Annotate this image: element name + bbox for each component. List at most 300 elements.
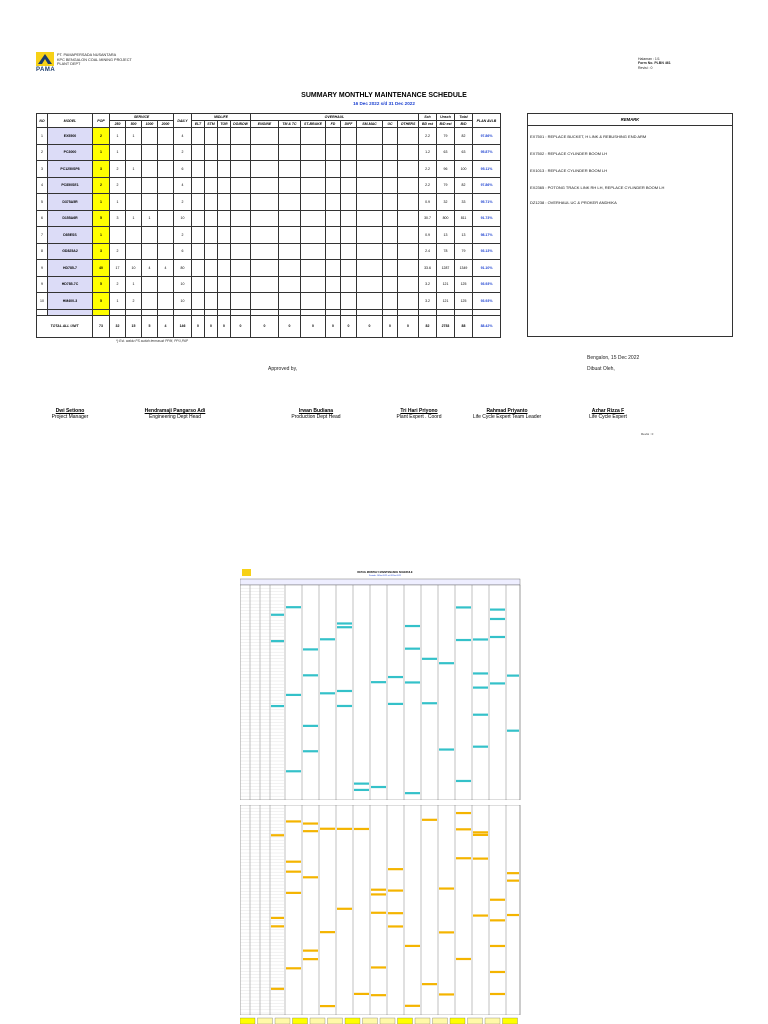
cell-empty (398, 144, 419, 161)
mini-schedule-title: DETAIL MONTHLY MAINTENANCE SCHEDULE (357, 571, 413, 574)
cell-empty (383, 177, 398, 194)
cell-no: 9 (37, 260, 48, 277)
remark-item: EX7501 : REPLACE BUCKET, H LINK & REBUSHING END ARM (530, 134, 647, 139)
schedule-bar (490, 682, 505, 684)
cell-empty (301, 243, 326, 260)
total-zero: 0 (326, 315, 341, 337)
table-row (37, 194, 501, 211)
schedule-bar (303, 830, 318, 832)
schedule-bar (337, 626, 352, 628)
cell-empty (231, 227, 251, 244)
cell-empty (326, 144, 341, 161)
col-no: NO (37, 114, 48, 128)
table-row (37, 293, 501, 310)
cell-no: 9 (37, 276, 48, 293)
cell-empty (357, 293, 383, 310)
schedule-bar (507, 880, 519, 882)
cell-empty (251, 227, 279, 244)
cell-empty (192, 276, 205, 293)
cell-empty (326, 161, 341, 178)
cell-empty (341, 128, 357, 145)
signatory-name: Hendramaji Pangarso Adi (144, 408, 206, 414)
cell-daily: 10 (174, 276, 192, 293)
table-row (37, 260, 501, 277)
total-zero: 0 (301, 315, 326, 337)
cell-empty (192, 227, 205, 244)
schedule-bar (271, 917, 284, 919)
schedule-bar (303, 876, 318, 878)
table-row (37, 276, 501, 293)
schedule-bar (371, 994, 386, 996)
cell-total: 63 (455, 144, 473, 161)
cell-s250: 2 (110, 177, 126, 194)
cell-s500 (126, 227, 142, 244)
cell-plan: 97.86% (473, 128, 501, 145)
cell-plan: 97.86% (473, 177, 501, 194)
company-block (57, 53, 132, 67)
table-row (37, 144, 501, 161)
cell-empty (218, 194, 231, 211)
cell-empty (192, 161, 205, 178)
schedule-bar (473, 914, 488, 916)
schedule-bar (303, 950, 318, 952)
cell-empty (341, 161, 357, 178)
cell-plan: 93.93% (473, 293, 501, 310)
schedule-bar (303, 750, 318, 752)
schedule-bar (490, 899, 505, 901)
cell-empty (251, 194, 279, 211)
cell-empty (301, 276, 326, 293)
cell-pop: 40 (93, 260, 110, 277)
cell-unsch: 1287 (437, 260, 455, 277)
cell-pop: 5 (93, 293, 110, 310)
cell-sch: 0.9 (419, 227, 437, 244)
schedule-bar (286, 694, 301, 696)
cell-s500 (126, 194, 142, 211)
cell-no: 10 (37, 293, 48, 310)
total-zero: 0 (357, 315, 383, 337)
cell-total: 1349 (455, 260, 473, 277)
cell-s250: 1 (110, 128, 126, 145)
cell-empty (205, 144, 218, 161)
cell-daily: 4 (174, 177, 192, 194)
table-row (37, 243, 501, 260)
cell-sch: 0.9 (419, 194, 437, 211)
cell-empty (326, 128, 341, 145)
cell-no: 3 (37, 161, 48, 178)
cell-empty (231, 161, 251, 178)
schedule-bar (371, 681, 386, 683)
total-unsch: 2753 (437, 315, 455, 337)
cell-model: PC850SE1 (48, 177, 93, 194)
schedule-bar (490, 636, 505, 638)
schedule-bar (286, 892, 301, 894)
cell-s500: 1 (126, 161, 142, 178)
cell-s2000 (158, 144, 174, 161)
cell-empty (398, 243, 419, 260)
schedule-bar (473, 686, 488, 688)
mini-logo-icon (242, 569, 251, 576)
cell-no: 4 (37, 177, 48, 194)
cell-empty (279, 144, 301, 161)
cell-s2000 (158, 243, 174, 260)
cell-daily: 2 (174, 227, 192, 244)
table-row (37, 177, 501, 194)
sub-1000: 1000 (142, 121, 158, 128)
cell-unsch: 79 (437, 128, 455, 145)
schedule-bar (303, 674, 318, 676)
cell-pop: 5 (93, 210, 110, 227)
cell-model: EX5500 (48, 128, 93, 145)
schedule-bar (490, 608, 505, 610)
cell-empty (218, 161, 231, 178)
footer-cell (345, 1018, 360, 1024)
cell-empty (231, 128, 251, 145)
cell-pop: 5 (93, 276, 110, 293)
cell-empty (205, 293, 218, 310)
cell-empty (341, 276, 357, 293)
cell-empty (205, 194, 218, 211)
cell-model: GD825A2 (48, 243, 93, 260)
cell-empty (383, 210, 398, 227)
cell-empty (218, 260, 231, 277)
cell-daily: 4 (174, 128, 192, 145)
table-row (37, 227, 501, 244)
cell-s250: 3 (110, 210, 126, 227)
cell-sch: 2.2 (419, 177, 437, 194)
sub-stm: STM (205, 121, 218, 128)
schedule-bar (271, 988, 284, 990)
schedule-bar (337, 622, 352, 624)
schedule-bar (439, 662, 454, 664)
footer-cell (503, 1018, 518, 1024)
schedule-bar (286, 967, 301, 969)
total-daily: 146 (174, 315, 192, 337)
cell-empty (251, 243, 279, 260)
cell-plan: 98.17% (473, 227, 501, 244)
sub-uc: UC (383, 121, 398, 128)
cell-s2000 (158, 210, 174, 227)
footer-cell (275, 1018, 290, 1024)
cell-daily: 2 (174, 194, 192, 211)
cell-empty (251, 144, 279, 161)
schedule-bar (422, 658, 437, 660)
cell-empty (218, 293, 231, 310)
schedule-bar (473, 638, 488, 640)
schedule-bar (473, 857, 488, 859)
schedule-bar (439, 931, 454, 933)
schedule-bar (490, 945, 505, 947)
schedule-bar (456, 639, 471, 641)
signatory (120, 408, 230, 420)
col-pop: POP (93, 114, 110, 128)
cell-empty (398, 276, 419, 293)
signatory-name: Azhar Rizza F (591, 408, 625, 414)
schedule-bar (271, 925, 284, 927)
doc-meta (638, 57, 671, 70)
total-sch: 82 (419, 315, 437, 337)
schedule-bar (371, 966, 386, 968)
cell-unsch: 800 (437, 210, 455, 227)
schedule-bar (507, 675, 519, 677)
cell-total: 33 (455, 194, 473, 211)
cell-total: 125 (455, 293, 473, 310)
doc-meta-line: Halaman : 1/1 (638, 57, 660, 61)
cell-s2000 (158, 293, 174, 310)
cell-empty (383, 260, 398, 277)
cell-empty (301, 177, 326, 194)
cell-daily: 80 (174, 260, 192, 277)
cell-empty (231, 293, 251, 310)
footer-cell (450, 1018, 465, 1024)
schedule-bar (473, 746, 488, 748)
cell-sch: 30.7 (419, 210, 437, 227)
sub-elt: ELT (192, 121, 205, 128)
schedule-bar (337, 828, 352, 830)
remark-item: EX1013 : REPLACE CYLINDER BOOM LH (530, 168, 608, 173)
logo-text: PAMA (36, 67, 56, 73)
cell-empty (218, 276, 231, 293)
schedule-bar (422, 983, 437, 985)
sub-smmac: SM-MAC (357, 121, 383, 128)
cell-empty (251, 161, 279, 178)
cell-no: 8 (37, 243, 48, 260)
cell-empty (301, 144, 326, 161)
cell-s250: 2 (110, 161, 126, 178)
signatory-role: Life Cycle Expert (589, 414, 627, 420)
cell-s500 (126, 177, 142, 194)
cell-empty (383, 194, 398, 211)
schedule-bar (456, 958, 471, 960)
schedule-bar (507, 914, 519, 916)
cell-empty (357, 227, 383, 244)
cell-plan: 91.73% (473, 210, 501, 227)
signatory-name: Dwi Setiono (55, 408, 85, 414)
cell-empty (398, 293, 419, 310)
schedule-bar (405, 681, 420, 683)
cell-model: HM400-3 (48, 293, 93, 310)
cell-s250 (110, 227, 126, 244)
cell-s500: 1 (126, 276, 142, 293)
cell-empty (192, 260, 205, 277)
schedule-bar (371, 912, 386, 914)
footer-cell (258, 1018, 273, 1024)
cell-pop: 1 (93, 194, 110, 211)
cell-s1000: 1 (142, 210, 158, 227)
cell-daily: 10 (174, 210, 192, 227)
sub-500: 500 (126, 121, 142, 128)
cell-empty (326, 243, 341, 260)
cell-no: 5 (37, 194, 48, 211)
cell-empty (218, 144, 231, 161)
remark-box (527, 113, 733, 337)
sub-tmtc: TM & TC (279, 121, 301, 128)
col-service: SERVICE (110, 114, 174, 121)
cell-empty (398, 161, 419, 178)
total-row (37, 315, 501, 337)
cell-model: PC3000 (48, 144, 93, 161)
schedule-bar (320, 828, 335, 830)
dibuat-oleh: Dibuat Oleh, (587, 366, 615, 372)
schedule-bar (422, 702, 437, 704)
schedule-bar (490, 971, 505, 973)
cell-s1000 (142, 161, 158, 178)
cell-empty (251, 276, 279, 293)
cell-model: HD785-7 (48, 260, 93, 277)
cell-s500: 2 (126, 293, 142, 310)
doc-meta-line: Form No. PLBN 461 (638, 61, 671, 66)
footer-cell (415, 1018, 430, 1024)
cell-sch: 3.2 (419, 293, 437, 310)
cell-s2000: 4 (158, 260, 174, 277)
cell-pop: 3 (93, 243, 110, 260)
mini-schedule-subtitle: Periode: 16Dec2022 s/d 31Dec2022 (368, 575, 402, 577)
cell-empty (326, 227, 341, 244)
cell-plan: 95.71% (473, 194, 501, 211)
total-zero: 0 (205, 315, 218, 337)
cell-empty (301, 293, 326, 310)
cell-no: 6 (37, 210, 48, 227)
footer-cell (468, 1018, 483, 1024)
cell-empty (205, 227, 218, 244)
cell-daily: 2 (174, 144, 192, 161)
cell-unsch: 121 (437, 276, 455, 293)
schedule-bar (271, 834, 284, 836)
company-line: PLANT DEPT (57, 62, 81, 67)
schedule-bar (388, 703, 403, 705)
cell-empty (398, 227, 419, 244)
cell-empty (357, 276, 383, 293)
sub-total-bd: B/D (455, 121, 473, 128)
cell-s250: 2 (110, 276, 126, 293)
cell-empty (205, 128, 218, 145)
signatory (452, 408, 562, 420)
cell-s2000 (158, 128, 174, 145)
cell-empty (205, 210, 218, 227)
remark-item: EX7502 : REPLACE CYLINDER BOOM LH (530, 151, 608, 156)
cell-total: 100 (455, 161, 473, 178)
daily-schedule-sheet (240, 805, 528, 1015)
cell-empty (279, 161, 301, 178)
col-daily: DAILY (174, 114, 192, 128)
cell-empty (192, 144, 205, 161)
schedule-bar (388, 889, 403, 891)
cell-empty (279, 177, 301, 194)
cell-plan: 93.13% (473, 243, 501, 260)
cell-empty (326, 276, 341, 293)
schedule-bar (388, 868, 403, 870)
cell-s1000 (142, 194, 158, 211)
cell-empty (231, 210, 251, 227)
sub-fd: FD (326, 121, 341, 128)
cell-empty (192, 210, 205, 227)
cell-s1000 (142, 243, 158, 260)
schedule-bar (320, 692, 335, 694)
table-row (37, 161, 501, 178)
schedule-bar (456, 812, 471, 814)
cell-empty (357, 144, 383, 161)
cell-empty (398, 177, 419, 194)
cell-empty (383, 161, 398, 178)
cell-daily: 6 (174, 161, 192, 178)
cell-empty (398, 194, 419, 211)
cell-empty (205, 243, 218, 260)
sub-2000: 2000 (158, 121, 174, 128)
schedule-bar (371, 893, 386, 895)
doc-meta-line: Revisi : 0 (638, 65, 653, 70)
cell-empty (205, 260, 218, 277)
revision-note: Revisi : 0 (641, 432, 654, 436)
cell-empty (218, 227, 231, 244)
schedule-bar (271, 614, 284, 616)
cell-empty (357, 128, 383, 145)
cell-model: PC1250SP8 (48, 161, 93, 178)
schedule-bar (271, 705, 284, 707)
cell-s2000 (158, 227, 174, 244)
schedule-bar (320, 931, 335, 933)
cell-s250: 17 (110, 260, 126, 277)
signatory (261, 408, 371, 420)
footer-cell (240, 1018, 255, 1024)
schedule-bar (439, 993, 454, 995)
footer-cell (380, 1018, 395, 1024)
col-plan-avlb: PLAN AVLB (473, 114, 501, 128)
schedule-bar (473, 672, 488, 674)
total-s1000: 5 (142, 315, 158, 337)
cell-empty (383, 243, 398, 260)
cell-sch: 3.2 (419, 276, 437, 293)
period-range: 16 Dec 2022 s/d 31 Dec 2022 (353, 101, 415, 106)
cell-empty (218, 210, 231, 227)
sheet-frame (240, 585, 520, 800)
cell-empty (279, 128, 301, 145)
schedule-bar (303, 725, 318, 727)
schedule-bar (354, 828, 369, 830)
cell-empty (357, 210, 383, 227)
col-overhaul: OVERHAUL (251, 114, 419, 121)
signatory (553, 408, 663, 420)
cell-s1000 (142, 276, 158, 293)
total-zero: 0 (341, 315, 357, 337)
sub-unsch-bd: B/D est (437, 121, 455, 128)
cell-daily: 6 (174, 243, 192, 260)
schedule-bar (422, 819, 437, 821)
cell-s500: 1 (126, 128, 142, 145)
schedule-bar (286, 606, 301, 608)
total-zero: 0 (251, 315, 279, 337)
cell-sch: 2.4 (419, 243, 437, 260)
sub-engine: ENGINE (251, 121, 279, 128)
cell-empty (398, 128, 419, 145)
cell-empty (279, 293, 301, 310)
sub-diff: DIFF (341, 121, 357, 128)
schedule-bar (354, 783, 369, 785)
pama-logo-icon (36, 52, 54, 66)
cell-s500 (126, 243, 142, 260)
schedule-bar (320, 638, 335, 640)
schedule-bar (456, 606, 471, 608)
cell-sch: 1.2 (419, 144, 437, 161)
cell-unsch: 32 (437, 194, 455, 211)
table-row (37, 128, 501, 145)
cell-s250: 2 (110, 243, 126, 260)
remark-item: DZ1238 : OVERHAUL UC & PROKER ANDHIKA (530, 200, 617, 205)
schedule-bar (473, 714, 488, 716)
schedule-bar (271, 640, 284, 642)
cell-sch: 2.2 (419, 161, 437, 178)
col-model: MODEL (48, 114, 93, 128)
signatory-name: Irwan Budiana (298, 408, 334, 414)
